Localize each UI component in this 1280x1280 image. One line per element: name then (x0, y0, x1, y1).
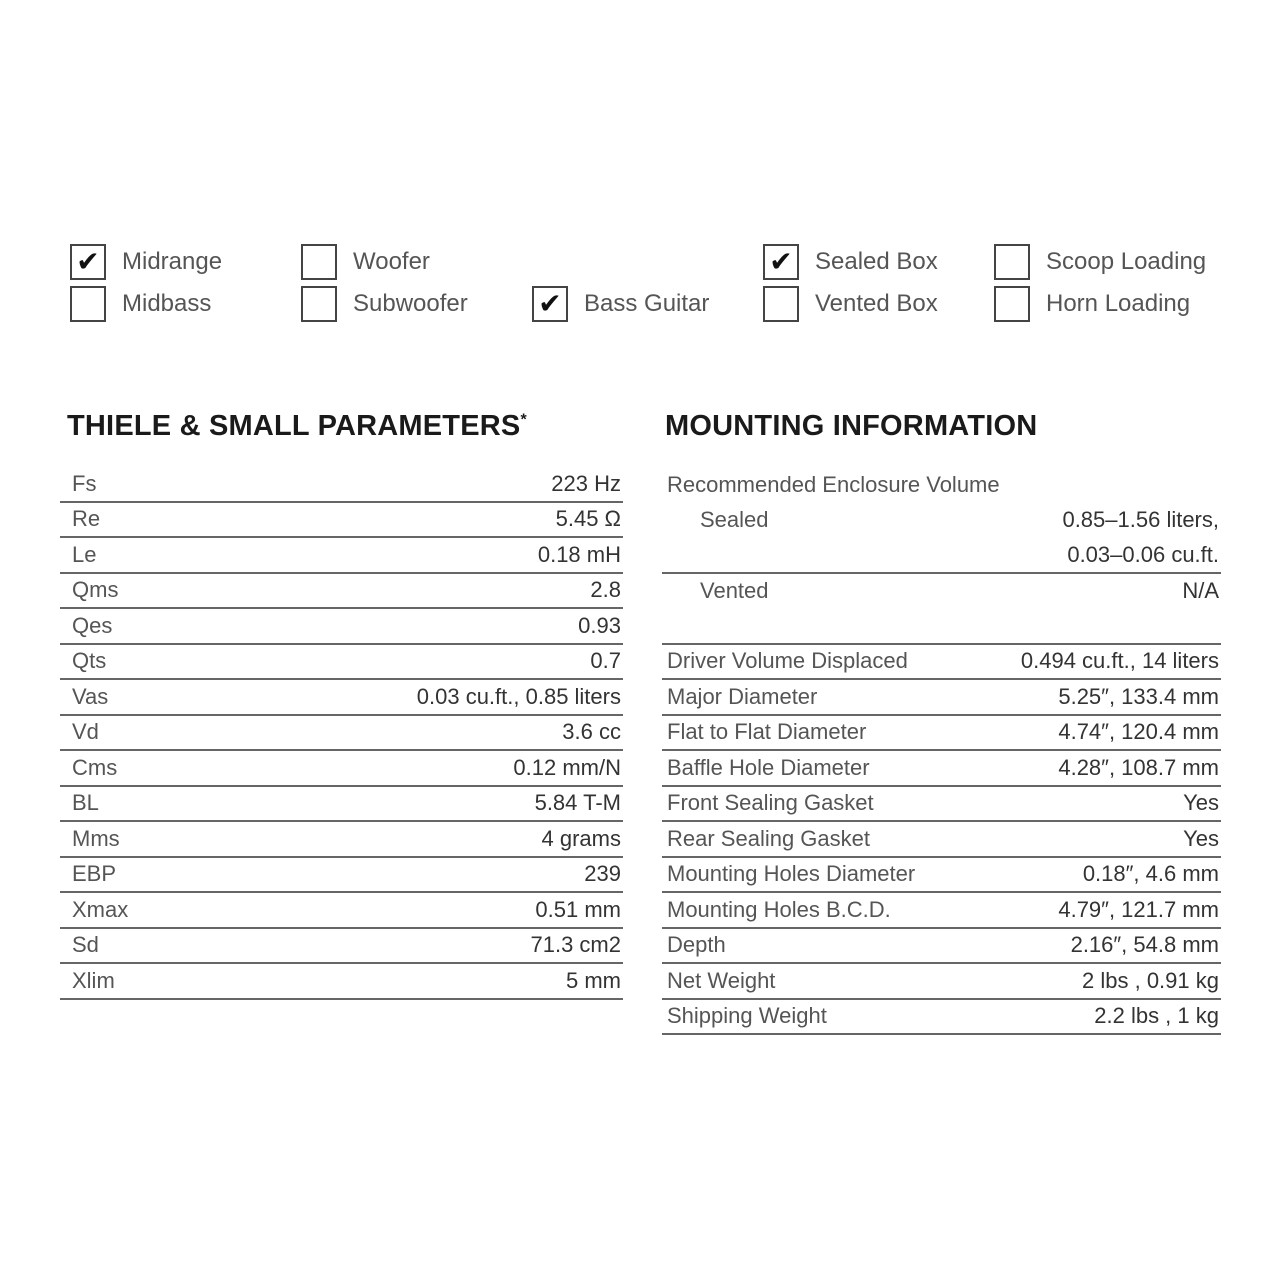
row-value: 0.18 mH (537, 541, 621, 567)
row-value: 4 grams (541, 825, 621, 851)
row-label: Sd (72, 932, 99, 958)
row-value: 4.28″, 108.7 mm (1058, 754, 1219, 780)
checkbox-box[interactable] (763, 244, 799, 280)
mount-table (662, 467, 1221, 1035)
row-label: Baffle Hole Diameter (667, 754, 870, 780)
sealed-row-cont (662, 538, 1221, 574)
row-value: 5.45 Ω (555, 506, 621, 532)
sealed-row (662, 503, 1221, 539)
table-row (662, 893, 1221, 929)
row-value: 5 mm (566, 967, 621, 993)
checkbox-box[interactable] (301, 244, 337, 280)
row-label: Vas (72, 683, 109, 709)
checkbox-box[interactable] (70, 244, 106, 280)
row-value: 4.79″, 121.7 mm (1058, 896, 1219, 922)
table-row (662, 822, 1221, 858)
table-row (60, 574, 623, 610)
row-value: Yes (1183, 825, 1219, 851)
row-label: Front Sealing Gasket (667, 790, 874, 816)
row-label: Qts (72, 648, 107, 674)
row-value: 0.51 mm (535, 896, 621, 922)
table-row (662, 1000, 1221, 1036)
vented-value: N/A (1182, 578, 1219, 604)
table-row (662, 858, 1221, 894)
row-value: 0.494 cu.ft., 14 liters (1020, 648, 1219, 674)
checkbox-label: Midrange (122, 248, 223, 275)
table-row (60, 929, 623, 965)
sealed-value-liters: 0.85–1.56 liters, (1062, 507, 1219, 533)
checkbox-label: Scoop Loading (1046, 248, 1207, 275)
row-value: 2.8 (590, 577, 621, 603)
checkbox-box[interactable] (763, 286, 799, 322)
table-row (60, 716, 623, 752)
row-value: 0.7 (590, 648, 621, 674)
checkbox-label: Vented Box (815, 290, 938, 317)
row-label: Re (72, 506, 101, 532)
vented-row (662, 574, 1221, 610)
row-label: Major Diameter (667, 683, 818, 709)
checkbox-woofer[interactable] (301, 243, 430, 281)
checkmark-icon: ✔ (538, 287, 562, 320)
row-label: Shipping Weight (667, 1003, 827, 1029)
checkbox-label: Horn Loading (1046, 290, 1191, 317)
row-label: Mounting Holes Diameter (667, 861, 916, 887)
ts-title-text: THIELE & SMALL PARAMETERS (67, 410, 521, 442)
vented-label: Vented (700, 578, 769, 604)
table-row (60, 467, 623, 503)
row-value: 223 Hz (551, 470, 621, 496)
row-label: Qes (72, 612, 113, 638)
row-label: Flat to Flat Diameter (667, 719, 867, 745)
checkbox-box[interactable] (994, 244, 1030, 280)
table-row (662, 716, 1221, 752)
row-value: 239 (584, 861, 621, 887)
table-row (60, 609, 623, 645)
ts-title-footnote-mark: * (520, 411, 527, 429)
row-label: Fs (72, 470, 97, 496)
row-value: 71.3 cm2 (530, 932, 621, 958)
row-value: 2 lbs , 0.91 kg (1082, 967, 1219, 993)
row-label: EBP (72, 861, 117, 887)
row-value: Yes (1183, 790, 1219, 816)
checkbox-label: Midbass (122, 290, 212, 317)
row-label: Net Weight (667, 967, 776, 993)
table-row (60, 503, 623, 539)
row-value: 5.25″, 133.4 mm (1058, 683, 1219, 709)
row-value: 0.18″, 4.6 mm (1082, 861, 1219, 887)
checkbox-sealed-box[interactable] (763, 243, 938, 281)
table-row (662, 964, 1221, 1000)
checkbox-box[interactable] (532, 286, 568, 322)
row-label: Depth (667, 932, 726, 958)
table-row (60, 964, 623, 1000)
row-value: 0.93 (578, 612, 621, 638)
table-row (60, 751, 623, 787)
checkbox-label: Bass Guitar (584, 290, 710, 317)
row-value: 0.03 cu.ft., 0.85 liters (416, 683, 621, 709)
checkbox-bass-guitar[interactable] (532, 285, 709, 323)
table-row (662, 645, 1221, 681)
ts-section-title (67, 410, 527, 443)
table-row (662, 680, 1221, 716)
checkbox-midbass[interactable] (70, 285, 211, 323)
sealed-value-cuft: 0.03–0.06 cu.ft. (1067, 541, 1219, 567)
table-row (60, 538, 623, 574)
row-label: Qms (72, 577, 119, 603)
row-value: 3.6 cc (562, 719, 621, 745)
spacer-row (662, 609, 1221, 645)
row-label: Vd (72, 719, 99, 745)
checkbox-scoop-loading[interactable] (994, 243, 1206, 281)
enclosure-heading: Recommended Enclosure Volume (667, 471, 1000, 497)
checkbox-box[interactable] (994, 286, 1030, 322)
row-value: 4.74″, 120.4 mm (1058, 719, 1219, 745)
table-row (60, 680, 623, 716)
row-label: Le (72, 541, 97, 567)
table-row (60, 645, 623, 681)
row-label: Cms (72, 754, 118, 780)
ts-table (60, 467, 623, 1000)
table-row (60, 893, 623, 929)
table-row (662, 751, 1221, 787)
checkbox-midrange[interactable] (70, 243, 222, 281)
table-row (662, 929, 1221, 965)
checkbox-box[interactable] (301, 286, 337, 322)
table-row (60, 787, 623, 823)
row-value: 2.16″, 54.8 mm (1070, 932, 1219, 958)
checkbox-box[interactable] (70, 286, 106, 322)
row-value: 2.2 lbs , 1 kg (1094, 1003, 1219, 1029)
checkmark-icon: ✔ (76, 245, 100, 278)
row-value: 5.84 T-M (534, 790, 621, 816)
table-row (662, 787, 1221, 823)
checkbox-horn-loading[interactable] (994, 285, 1190, 323)
checkbox-vented-box[interactable] (763, 285, 938, 323)
table-row (60, 858, 623, 894)
enclosure-heading-row (662, 467, 1221, 503)
row-value: 0.12 mm/N (513, 754, 621, 780)
row-label: Xmax (72, 896, 129, 922)
row-label: BL (72, 790, 99, 816)
row-label: Driver Volume Displaced (667, 648, 908, 674)
row-label: Mms (72, 825, 120, 851)
row-label: Mounting Holes B.C.D. (667, 896, 891, 922)
row-label: Rear Sealing Gasket (667, 825, 870, 851)
checkmark-icon: ✔ (769, 245, 793, 278)
checkbox-label: Sealed Box (815, 248, 938, 275)
checkbox-label: Subwoofer (353, 290, 468, 317)
checkbox-label: Woofer (353, 248, 430, 275)
mount-section-title: MOUNTING INFORMATION (665, 410, 1038, 442)
table-row (60, 822, 623, 858)
checkbox-subwoofer[interactable] (301, 285, 468, 323)
row-label: Xlim (72, 967, 115, 993)
sealed-label: Sealed (700, 507, 769, 533)
